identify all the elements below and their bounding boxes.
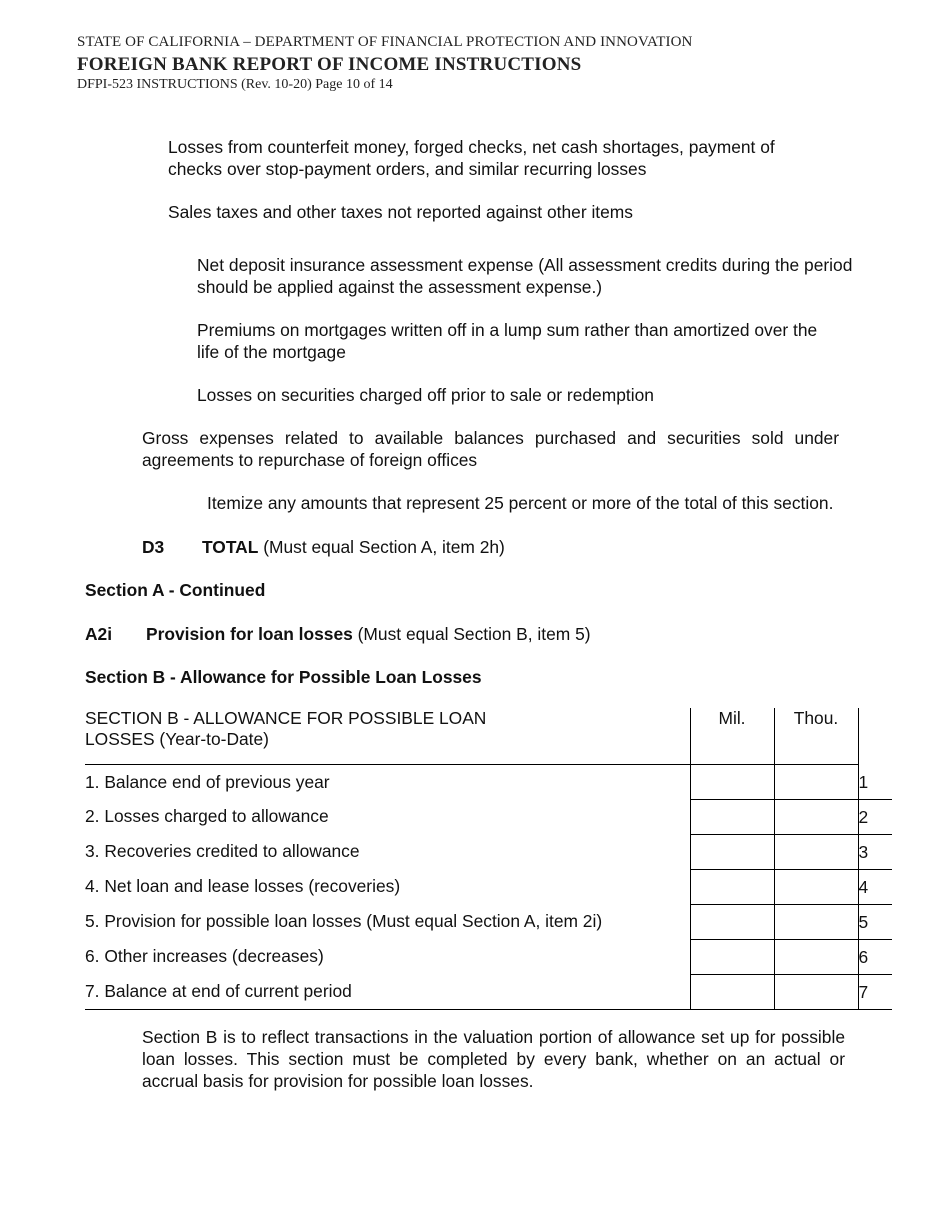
table-row: [85, 869, 892, 904]
section-b-explanation: Section B is to reflect transactions in the valuation portion of allowance set up for possible loan losses. This section must be completed by every bank, whether on an actual or accrual basis for provision for possible loan losses.: [142, 1027, 845, 1091]
a2i-label: Provision for loan losses (Must equal Section B, item 5): [146, 624, 591, 644]
table-row: [85, 765, 892, 800]
row-label: 4. Net loan and lease losses (recoveries): [85, 876, 401, 896]
line-number: 7: [858, 974, 892, 1009]
row-label: 3. Recoveries credited to allowance: [85, 841, 360, 861]
mil-input-cell[interactable]: [690, 974, 774, 1009]
table-row: [85, 974, 892, 1009]
line-number: 4: [858, 869, 892, 904]
mil-input-cell[interactable]: [690, 765, 774, 800]
item-mortgage-premiums: Premiums on mortgages written off in a lump sum rather than amortized over the life of the mortgage: [197, 320, 818, 362]
d3-label: TOTAL (Must equal Section A, item 2h): [202, 537, 505, 557]
a2i-note: (Must equal Section B, item 5): [352, 624, 591, 644]
a2i-line: [85, 623, 591, 645]
table-row: [85, 939, 892, 974]
document-title: FOREIGN BANK REPORT OF INCOME INSTRUCTIONS: [77, 54, 582, 75]
item-losses-counterfeit: Losses from counterfeit money, forged checks, net cash shortages, payment of checks over stop-payment orders, and similar recurring losses: [168, 137, 775, 179]
row-label: 5. Provision for possible loan losses (Must equal Section A, item 2i): [85, 911, 603, 931]
table-header-description: SECTION B - ALLOWANCE FOR POSSIBLE LOAN LOSSES (Year-to-Date): [85, 708, 690, 765]
table-header-row: [85, 708, 892, 765]
d3-note: (Must equal Section A, item 2h): [258, 537, 505, 557]
form-id-page: DFPI-523 INSTRUCTIONS (Rev. 10-20) Page 10 of 14: [77, 77, 393, 92]
mil-input-cell[interactable]: [690, 799, 774, 834]
line-number: 1: [858, 765, 892, 800]
line-number: 5: [858, 904, 892, 939]
mil-input-cell[interactable]: [690, 869, 774, 904]
itemize-instruction: Itemize any amounts that represent 25 percent or more of the total of this section.: [207, 493, 834, 513]
agency-header: STATE OF CALIFORNIA – DEPARTMENT OF FINANCIAL PROTECTION AND INNOVATION: [77, 34, 693, 50]
row-label: 2. Losses charged to allowance: [85, 806, 329, 826]
thou-input-cell[interactable]: [774, 765, 858, 800]
section-a-continued-heading: Section A - Continued: [85, 580, 266, 600]
thou-input-cell[interactable]: [774, 799, 858, 834]
d3-code: D3: [142, 537, 165, 557]
thou-input-cell[interactable]: [774, 869, 858, 904]
table-row: [85, 834, 892, 869]
section-b-table: [85, 708, 892, 1010]
table-row: [85, 799, 892, 834]
d3-total-line: [142, 536, 505, 558]
item-gross-expenses: Gross expenses related to available balances purchased and securities sold under agreements to repurchase of foreign offices: [142, 428, 839, 470]
column-header-thou: Thou.: [774, 708, 858, 765]
row-label: 1. Balance end of previous year: [85, 772, 330, 792]
mil-input-cell[interactable]: [690, 904, 774, 939]
item-losses-securities: Losses on securities charged off prior to sale or redemption: [197, 385, 654, 405]
thou-input-cell[interactable]: [774, 974, 858, 1009]
mil-input-cell[interactable]: [690, 939, 774, 974]
line-number: 3: [858, 834, 892, 869]
thou-input-cell[interactable]: [774, 834, 858, 869]
row-label: 6. Other increases (decreases): [85, 946, 324, 966]
line-number: 6: [858, 939, 892, 974]
line-number: 2: [858, 799, 892, 834]
row-label: 7. Balance at end of current period: [85, 974, 690, 1009]
mil-input-cell[interactable]: [690, 834, 774, 869]
column-header-mil: Mil.: [690, 708, 774, 765]
thou-input-cell[interactable]: [774, 904, 858, 939]
a2i-code: A2i: [85, 624, 113, 644]
section-b-heading: Section B - Allowance for Possible Loan Losses: [85, 667, 482, 687]
thou-input-cell[interactable]: [774, 939, 858, 974]
table-row: [85, 904, 892, 939]
item-net-deposit-insurance: Net deposit insurance assessment expense (All assessment credits during the period should be applied against the assessment expense.): [197, 255, 853, 297]
column-header-line-number: [858, 708, 892, 765]
item-sales-taxes: Sales taxes and other taxes not reported against other items: [168, 202, 633, 222]
